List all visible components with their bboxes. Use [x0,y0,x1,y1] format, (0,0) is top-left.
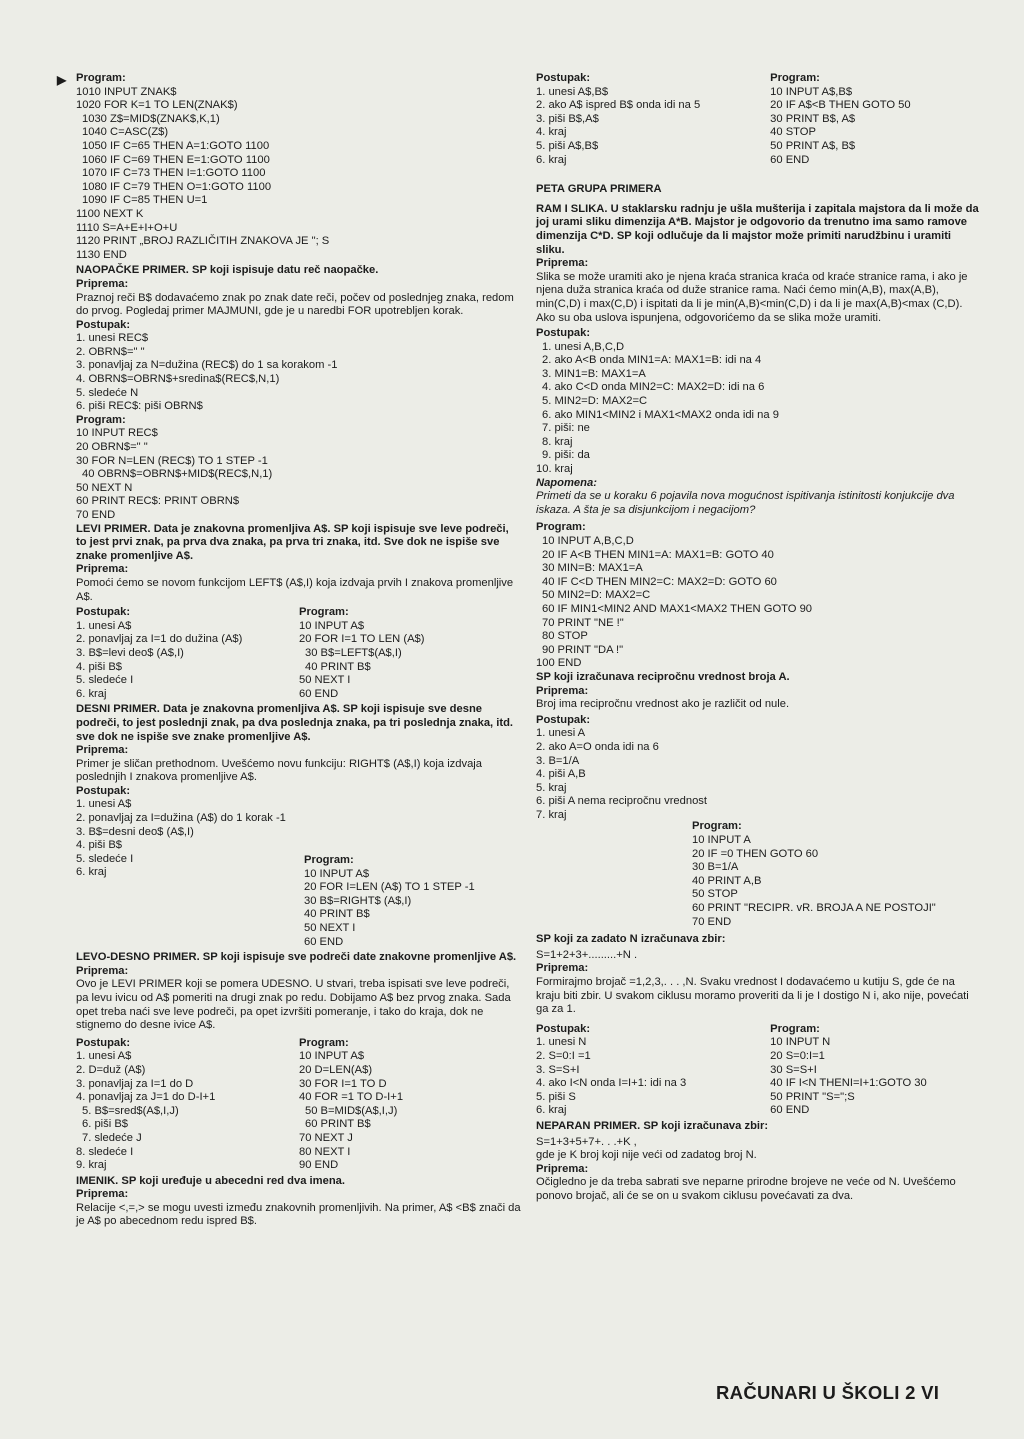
code-line: 10 INPUT A,B,C,D [542,535,634,547]
postupak-label: Postupak: [536,1022,591,1035]
priprema-label: Priprema: [76,1188,129,1201]
step-line: 6. ako MIN1<MIN2 i MAX1<MAX2 onda idi na 9 [542,408,779,421]
code-line: 1090 IF C=85 THEN U=1 [82,194,208,207]
step-line: 5. sledeće I [76,852,134,865]
napomena-label: Napomena: [536,476,597,489]
step-line: 1. unesi A$ [76,619,132,632]
step-line: 6. kraj [536,153,567,166]
page-footer: RAČUNARI U ŠKOLI 2 VI [716,1382,940,1403]
code-line: 40 IF I<N THENI=I+1:GOTO 30 [770,1077,927,1090]
ram-title: RAM I SLIKA. U staklarsku radnju je ušla mušterija i zapitala majstora da li može da joj urami sliku dimenzija A*B. Majstor je odgovorio da trenutno ima samo ramove dimenzija C*D. SP koji odlučuje da li majstor može primiti narudžbinu i uramiti sliku. [536,202,979,256]
step-line: 5. sledeće N [76,386,139,399]
step-line: 6. piši REC$: piši OBRN$ [76,400,203,413]
code-line: 40 IF C<D THEN MIN2=C: MAX2=D: GOTO 60 [542,575,777,588]
code-line: 70 END [692,915,732,928]
program-label: Program: [304,854,354,867]
levodesno-priprema: Ovo je LEVI PRIMER koji se pomera UDESNO. U stvari, treba ispisati sve leve podreči, pa levu ivicu od A$ pomeriti na drugi znak po redu. Dobijamo A$ bez prvog znaka. Sada opet treba naći sve leve podreči, pa opet izvršiti pomeranje, i tako do kraja, dok ne stignemo do desne ivice A$. [76,978,511,1032]
code-line: 30 PRINT B$, A$ [770,112,856,125]
code-line: 50 NEXT I [299,674,351,687]
step-line: 3. ponavljaj za N=dužina (REC$) do 1 sa korakom -1 [76,359,338,372]
step-line: 5. piši S [536,1090,576,1103]
naopacke-priprema: Praznoj reči B$ dodavaćemo znak po znak date reči, počev od poslednjeg znaka, redom do prvog. Pogledaj primer MAJMUNI, gde je u naredbi FOR upotrebljen korak. [76,291,514,318]
step-line: 4. ako C<D onda MIN2=C: MAX2=D: idi na 6 [542,381,765,394]
code-line: 30 B$=LEFT$(A$,I) [305,646,402,659]
neparan-formula: S=1+3+5+7+. . .+K , [536,1135,637,1148]
program-label: Program: [76,413,126,426]
step-line: 3. B=1/A [536,754,580,767]
code-line: 20 IF =0 THEN GOTO 60 [692,847,819,860]
levi-priprema: Pomoći ćemo se novom funkcijom LEFT$ (A$,I) koja izdvaja prvih I znakova promenljive A$. [76,576,514,603]
levi-title: LEVI PRIMER. Data je znakovna promenljiva A$. SP koji ispisuje sve leve podreči, to jest prvi znak, pa prva dva znaka, pa prva tri znaka, itd. Sve dok ne ispiše sve znake promenljive A$. [76,522,509,562]
step-line: 3. S=S+I [536,1063,580,1076]
naopacke-postupak [76,332,522,414]
postupak-label: Postupak: [76,606,131,619]
imenik-postupak [536,72,770,167]
code-line: 40 OBRN$=OBRN$+MID$(REC$,N,1) [82,468,273,481]
code-line: 50 MIN2=D: MAX2=C [542,589,651,602]
priprema-label: Priprema: [76,964,129,977]
step-line: 7. kraj [536,808,567,821]
zbir-postupak [536,1023,770,1118]
step-line: 2. ako A=O onda idi na 6 [536,740,659,753]
code-line: 40 PRINT B$ [304,908,370,921]
levodesno-title: LEVO-DESNO PRIMER. SP koji ispisuje sve podreči date znakovne promenljive A$. [76,951,517,964]
code-line: 40 PRINT A,B [692,874,762,887]
code-line: 60 PRINT REC$: PRINT OBRN$ [76,495,240,508]
zbir-block [536,1023,982,1118]
code-line: 30 FOR I=1 TO D [299,1077,387,1090]
step-line: 8. sledeće I [76,1145,134,1158]
code-line: 30 B=1/A [692,861,739,874]
step-line: 1. unesi A [536,727,586,740]
code-line: 1110 S=A+E+I+O+U [76,221,178,234]
code-line: 60 END [299,687,339,700]
code-line: 60 END [770,153,810,166]
imenik-priprema: Relacije <,=,> se mogu uvesti između znakovnih promenljivih. Na primer, A$ <B$ znači da je A$ po abecednom redu ispred B$. [76,1201,521,1228]
imenik-title: IMENIK. SP koji uređuje u abecedni red dva imena. [76,1174,345,1187]
step-line: 9. piši: da [542,449,590,462]
code-line: 50 NEXT N [76,481,133,494]
step-line: 1. unesi A$ [76,798,132,811]
program-label: Program: [299,1036,349,1049]
step-line: 1. unesi A$,B$ [536,85,609,98]
code-line: 10 INPUT A$ [299,619,365,632]
code-line: 100 END [536,657,582,670]
code-line: 1030 Z$=MID$(ZNAK$,K,1) [82,112,220,125]
code-line: 20 FOR I=LEN (A$) TO 1 STEP -1 [304,881,475,894]
ram-priprema: Slika se može uramiti ako je njena kraća stranica kraća od kraće stranice rama, i ako je njena duža stranica kraća od duže stranice rama. Naći ćemo min(A,B), max(A,B), min(C,D) i max(C,D) i ispitati da li je min(A,B)<min(C,D) i da li je max(A,B)<max (C,D). Ako su oba uslova ispunjena, odgovorićemo da se slika može uramiti. [536,270,968,324]
step-line: 5. B$=sred$(A$,I,J) [82,1104,179,1117]
code-line: 1050 IF C=65 THEN A=1:GOTO 1100 [82,139,270,152]
code-line: 80 STOP [542,630,588,643]
code-line: 1020 FOR K=1 TO LEN(ZNAK$) [76,99,238,112]
levi-postupak [76,606,299,701]
code-line: 30 MIN=B: MAX1=A [542,562,643,575]
vowel-program [76,86,522,263]
code-line: 20 IF A<B THEN MIN1=A: MAX1=B: GOTO 40 [542,548,774,561]
code-line: 1010 INPUT ZNAK$ [76,85,177,98]
step-line: 6. kraj [76,866,107,879]
priprema-label: Priprema: [536,962,589,975]
desni-priprema: Primer je sličan prethodnom. Uvešćemo novu funkciju: RIGHT$ (A$,I) koja izdvaja poslednjih I znakova promenljive A$. [76,757,483,784]
program-label: Program: [770,72,820,84]
code-line: 90 END [299,1159,339,1172]
levodesno-block [76,1037,522,1173]
code-line: 70 NEXT J [299,1131,353,1144]
left-column [76,72,522,1229]
levodesno-postupak [76,1037,299,1173]
code-line: 30 B$=RIGHT$ (A$,I) [304,894,412,907]
code-line: 20 FOR I=1 TO LEN (A$) [299,633,425,646]
recip-program [536,820,982,929]
step-line: 1. unesi A$ [76,1050,132,1063]
code-line: 50 NEXT I [304,922,356,934]
step-line: 5. sledeće I [76,674,134,687]
step-line: 5. piši A$,B$ [536,139,599,152]
step-line: 6. kraj [76,687,107,700]
code-line: 50 PRINT "S=";S [770,1090,855,1103]
code-line: 40 FOR =1 TO D-I+1 [299,1091,404,1104]
code-line: 60 IF MIN1<MIN2 AND MAX1<MAX2 THEN GOTO 90 [542,602,813,615]
program-heading: Program: [76,72,126,84]
step-line: 1. unesi REC$ [76,332,149,345]
step-line: 2. S=0:I =1 [536,1049,591,1062]
zbir-program [770,1023,982,1118]
priprema-label: Priprema: [76,744,129,757]
postupak-label: Postupak: [536,72,591,84]
step-line: 5. kraj [536,781,567,794]
code-line: 50 B=MID$(A$,I,J) [305,1104,398,1117]
step-line: 8. kraj [542,435,573,448]
code-line: 50 PRINT A$, B$ [770,139,856,152]
code-line: 70 PRINT "NE !" [542,616,624,629]
code-line: 10 INPUT A$ [304,867,370,880]
zbir-priprema: Formirajmo brojač =1,2,3,. . . ,N. Svaku vrednost I dodavaćemo u kutiju S, gde će na kraju biti zbir. U svakom ciklusu moramo proveriti da li je I dostigo N i, ako nije, povećati ga za 1. [536,976,969,1016]
code-line: 20 IF A$<B THEN GOTO 50 [770,99,911,112]
neparan-title: NEPARAN PRIMER. SP koji izračunava zbir: [536,1119,769,1132]
priprema-label: Priprema: [536,684,589,697]
step-line: 3. ponavljaj za I=1 do D [76,1077,194,1090]
step-line: 9. kraj [76,1159,107,1172]
desni-title: DESNI PRIMER. Data je znakovna promenljiva A$. SP koji ispisuje sve desne podreči, to jest poslednji znak, pa dva poslednja znaka, pa tri poslednja znaka, itd. sve dok ne ispiše sve znake promenljive A$. [76,703,514,743]
code-line: 60 PRINT B$ [305,1118,371,1131]
step-line: 4. ako I<N onda I=I+1: idi na 3 [536,1077,687,1090]
code-line: 60 PRINT "RECIPR. vR. BROJA A NE POSTOJI" [692,902,936,915]
priprema-label: Priprema: [536,257,589,270]
postupak-label: Postupak: [76,784,131,797]
code-line: 1100 NEXT K [76,207,144,220]
step-line: 3. B$=desni deo$ (A$,I) [76,825,194,838]
postupak-label: Postupak: [536,713,591,726]
code-line: 1130 END [76,248,127,261]
code-line: 40 PRINT B$ [305,660,371,673]
code-line: 90 PRINT "DA !" [542,643,624,656]
step-line: 5. MIN2=D: MAX2=C [542,395,648,408]
ram-postupak [536,341,982,477]
step-line: 10. kraj [536,463,573,476]
program-label: Program: [299,606,349,619]
zbir-formula: S=1+2+3+.........+N . [536,948,638,961]
levi-program [299,606,522,701]
neparan-priprema: Očigledno je da treba sabrati sve neparne prirodne brojeve ne veće od N. Uvešćemo ponovo brojač, ali će se on u svakom ciklusu povećavati za dva. [536,1176,956,1202]
step-line: 7. sledeće J [82,1131,142,1144]
imenik-block [536,72,982,167]
code-line: 10 INPUT N [770,1036,831,1049]
section-heading: PETA GRUPA PRIMERA [536,183,662,196]
postupak-label: Postupak: [76,1036,131,1049]
naopacke-title: NAOPAČKE PRIMER. SP koji ispisuje datu reč naopačke. [76,264,379,277]
levodesno-program [299,1037,522,1173]
step-line: 2. ponavljaj za I=dužina (A$) do 1 korak -1 [76,812,286,825]
program-label: Program: [536,521,586,534]
step-line: 3. B$=levi deo$ (A$,I) [76,646,184,659]
code-line: 20 D=LEN(A$) [299,1063,373,1076]
code-line: 10 INPUT A$,B$ [770,85,853,98]
code-line: 1040 C=ASC(Z$) [82,126,169,139]
step-line: 2. ako A$ ispred B$ onda idi na 5 [536,99,701,112]
code-line: 1080 IF C=79 THEN O=1:GOTO 1100 [82,180,272,193]
step-line: 4. piši B$ [76,660,123,673]
postupak-label: Postupak: [536,327,591,340]
step-line: 3. piši B$,A$ [536,112,599,125]
code-line: 30 FOR N=LEN (REC$) TO 1 STEP -1 [76,454,268,467]
levi-block [76,606,522,701]
recip-postupak [536,727,982,822]
code-line: 20 OBRN$=" " [76,441,148,454]
code-line: 50 STOP [692,888,738,901]
step-line: 1. unesi A,B,C,D [542,340,625,353]
step-line: 2. OBRN$=" " [76,345,145,358]
priprema-label: Priprema: [76,563,129,576]
step-line: 4. piši B$ [76,839,123,852]
step-line: 6. kraj [536,1104,567,1117]
ram-program [536,535,982,671]
step-line: 4. ponavljaj za J=1 do D-I+1 [76,1091,216,1104]
step-line: 7. piši: ne [542,422,590,435]
recip-title: SP koji izračunava recipročnu vrednost broja A. [536,670,790,683]
zbir-title: SP koji za zadato N izračunava zbir: [536,933,726,946]
step-line: 6. piši A nema recipročnu vrednost [536,795,708,808]
program-label: Program: [770,1022,820,1035]
step-line: 4. kraj [536,126,567,139]
code-line: 10 INPUT A [692,834,751,847]
code-line: 1120 PRINT „BROJ RAZLIČITIH ZNAKOVA JE "; S [76,235,330,248]
code-line: 60 END [304,935,344,948]
priprema-label: Priprema: [536,1162,589,1175]
arrow-marker-icon: ▶ [57,73,67,87]
code-line: 70 END [76,509,116,521]
neparan-text: gde je K broj koji nije veći od zadatog broj N. [536,1149,757,1162]
priprema-label: Priprema: [76,277,129,290]
step-line: 2. ponavljaj za I=1 do dužina (A$) [76,633,243,646]
ram-napomena: Primeti da se u koraku 6 pojavila nova mogućnost ispitivanja istinitosti konjukcije dva iskaza. A šta je sa disjunkcijom i negacijom? [536,490,955,516]
code-line: 30 S=S+I [770,1063,817,1076]
step-line: 2. ako A<B onda MIN1=A: MAX1=B: idi na 4 [542,354,762,367]
naopacke-program [76,427,522,522]
step-line: 3. MIN1=B: MAX1=A [542,367,646,380]
step-line: 4. OBRN$=OBRN$+sredina$(REC$,N,1) [76,373,280,386]
recip-priprema: Broj ima recipročnu vrednost ako je različit od nule. [536,698,790,711]
step-line: 2. D=duž (A$) [76,1063,146,1076]
right-column [536,72,982,1204]
code-line: 80 NEXT I [299,1145,351,1158]
code-line: 10 INPUT REC$ [76,427,158,440]
code-line: 60 END [770,1104,810,1117]
code-line: 1060 IF C=69 THEN E=1:GOTO 1100 [82,153,270,166]
code-line: 10 INPUT A$ [299,1050,365,1063]
desni-program [76,854,522,949]
postupak-label: Postupak: [76,318,131,331]
code-line: 40 STOP [770,126,816,139]
step-line: 1. unesi N [536,1036,587,1049]
program-label: Program: [692,820,742,833]
step-line: 6. piši B$ [82,1118,129,1131]
code-line: 1070 IF C=73 THEN I=1:GOTO 1100 [82,167,266,180]
step-line: 4. piši A,B [536,768,586,781]
imenik-program [770,72,982,167]
code-line: 20 S=0:I=1 [770,1049,825,1062]
